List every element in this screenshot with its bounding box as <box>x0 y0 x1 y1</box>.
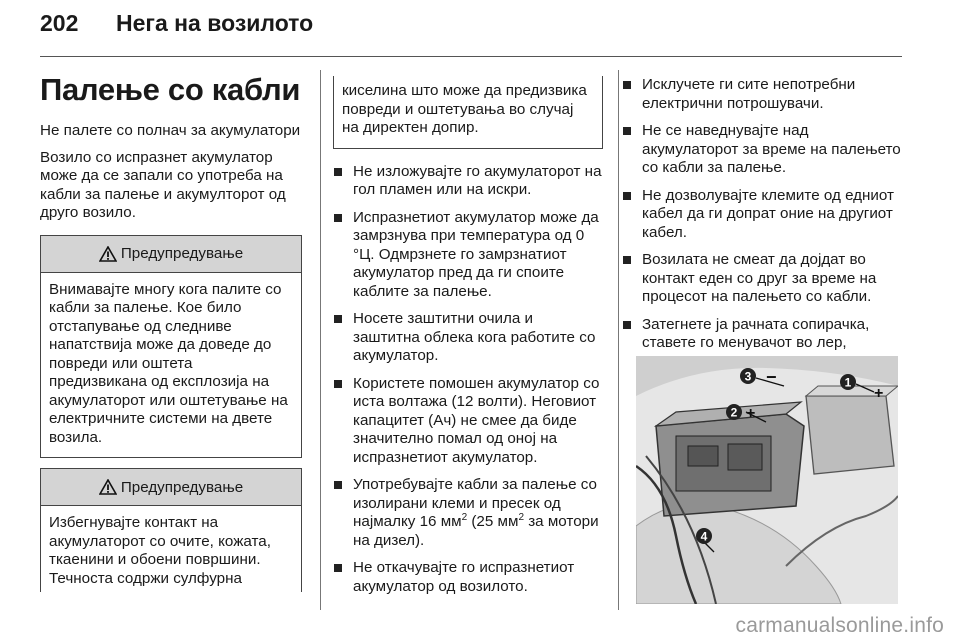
list-item: Употребувајте кабли за палење со изолирани клеми и пресек од најмалку 16 $мм^2$ (25 $мм^2$ за мотори на дизел). <box>333 476 603 550</box>
header-divider <box>40 56 902 57</box>
callout-2 <box>726 404 742 420</box>
column-2 <box>333 76 603 605</box>
column-divider-2 <box>618 70 619 610</box>
bullet-square-icon <box>334 168 342 176</box>
callout-1 <box>840 374 856 390</box>
warning-header <box>41 469 301 506</box>
page-number: 202 <box>40 10 79 36</box>
column-3 <box>622 76 904 380</box>
list-item: Не изложувајте го акумулаторот на гол пламен или на искри. <box>333 163 603 200</box>
list-item: Затегнете ја рачната сопирачка, ставете го менувачот во лер, <box>622 316 904 372</box>
list-item: Испразнетиот акумулатор може да замрзнува при температура од 0 °Ц. Одмрзнете го замрзнатиот акумулатор пред да ги споите каблите за палење. <box>333 209 603 302</box>
plus-terminal-label-2: + <box>746 405 756 422</box>
warning-heading: Предупредување <box>120 478 244 496</box>
list-item: Исклучете ги сите непотребни електрични потрошувачи. <box>622 76 904 113</box>
warning-triangle-icon <box>99 246 117 262</box>
bullet-square-icon <box>623 127 631 135</box>
svg-text:1: 1 <box>844 375 852 390</box>
page-header <box>40 10 920 50</box>
callout-4 <box>696 528 712 544</box>
warning-text-continued: киселина што може да предизвика повреди и оштетувања во случај на директен допир. <box>342 82 587 136</box>
list-item: Не откачувајте го испразнетиот акумулатор од возилото. <box>333 559 603 596</box>
warning-box-2-continued <box>333 76 603 149</box>
warning-box-1 <box>40 235 302 459</box>
svg-text:4: 4 <box>700 529 708 544</box>
list-item: Користете помошен акумулатор со иста волтажа (12 волти). Неговиот капацитет (Ач) не смее да биде значително помал од оној на испразнетиот акумулатор. <box>333 375 603 468</box>
warning-heading: Предупредување <box>120 245 244 262</box>
engine-bay-illustration <box>636 356 898 604</box>
bullet-square-icon <box>334 564 342 572</box>
engine-bay-drawing <box>636 356 898 604</box>
bullet-square-icon <box>334 315 342 323</box>
list-item: Не дозволувајте клемите од едниот кабел да ги допрат оние на другиот кабел. <box>622 187 904 243</box>
warning-box-2 <box>40 468 302 592</box>
bullet-square-icon <box>334 481 342 489</box>
list-item: Возилата не смеат да дојдат во контакт еден со друг за време на процесот на палењето со кабли. <box>622 251 904 307</box>
intro-paragraph-1: Не палете со полнач за акумулатори <box>40 122 301 139</box>
warning-text: Избегнувајте контакт на акумулаторот со очите, кожата, ткаенини и обоени површини. Течноста содржи сулфурна <box>49 514 271 587</box>
plus-terminal-label-1: + <box>874 385 884 402</box>
precaution-list <box>333 163 603 597</box>
column-1 <box>40 72 302 592</box>
bullet-square-icon <box>334 214 342 222</box>
watermark: carmanualsonline.info <box>735 614 944 637</box>
column-divider-1 <box>320 70 321 610</box>
intro-paragraph-2: Возило со испразнет акумулатор може да се запали со употреба на кабли за палење и акумулторот од друго возило. <box>40 148 286 221</box>
bullet-square-icon <box>334 380 342 388</box>
list-item: Не се наведнувајте над акумулаторот за време на палењето со кабли за палење. <box>622 122 904 178</box>
svg-text:2: 2 <box>730 405 738 420</box>
warning-text: Внимавајте многу кога палите со кабли за палење. Кое било отстапување од следниве напатствија може да доведе до повреди или оштета предизвикана од експлозија на акумулаторот или оштетување на електричните системи на двете возила. <box>49 280 288 446</box>
section-title: Палење со кабли <box>40 72 301 107</box>
callout-3 <box>740 368 756 384</box>
bullet-square-icon <box>623 321 631 329</box>
bullet-square-icon <box>623 192 631 200</box>
list-item: Носете заштитни очила и заштитна облека кога работите со акумулатор. <box>333 310 603 366</box>
bullet-square-icon <box>623 81 631 89</box>
precaution-list-2 <box>622 76 904 371</box>
minus-terminal-label: − <box>766 367 777 387</box>
warning-triangle-icon <box>99 479 117 495</box>
warning-header <box>41 236 301 273</box>
bullet-square-icon <box>623 256 631 264</box>
chapter-title: Нега на возилото <box>116 10 314 36</box>
svg-text:3: 3 <box>744 369 752 384</box>
